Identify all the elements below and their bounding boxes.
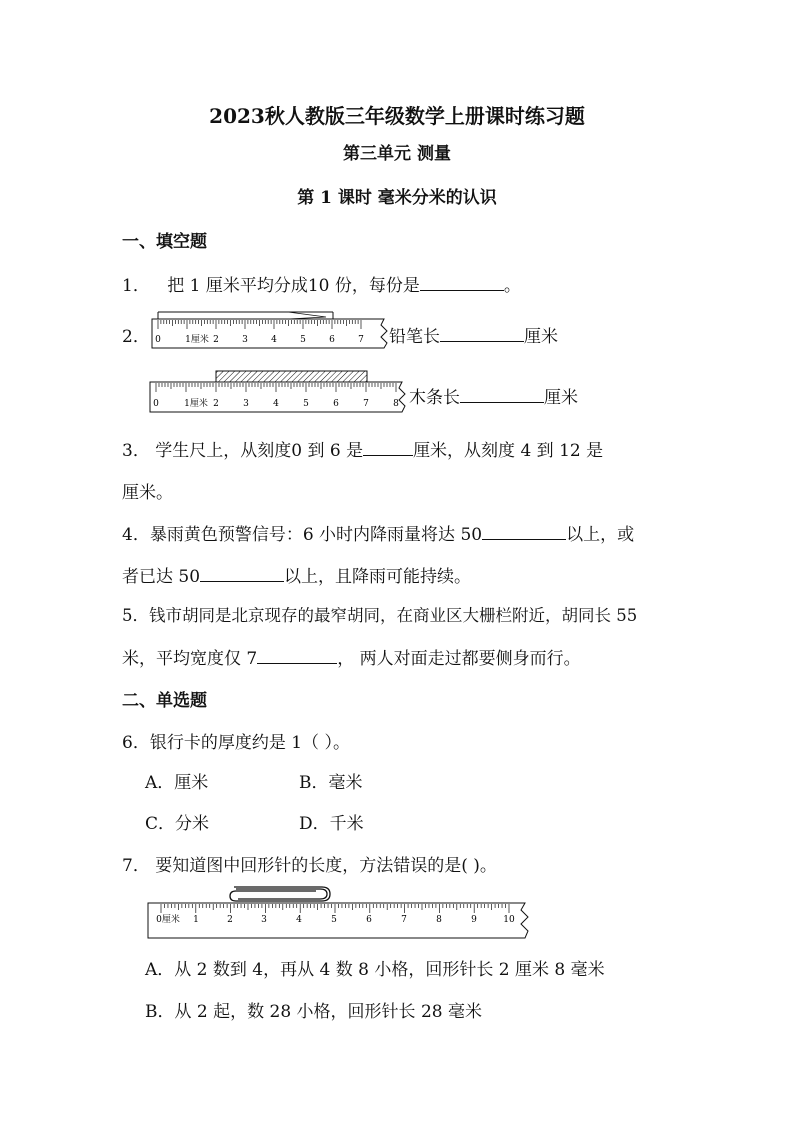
- question-6-option-b[interactable]: B．毫米: [299, 773, 363, 793]
- ruler-1-label-4: 4: [271, 335, 277, 345]
- question-4-text-d: 以上，且降雨可能持续。: [284, 567, 472, 587]
- question-1-text: 把 1 厘米平均分成10 份，每份是: [167, 276, 420, 296]
- question-4-text-a: 4．暴雨黄色预警信号：6 小时内降雨量将达 50: [122, 525, 483, 545]
- question-5-blank[interactable]: [257, 647, 337, 664]
- ruler-1-label-5: 5: [300, 335, 306, 345]
- pencil-answer: [389, 322, 558, 347]
- question-7-option-a[interactable]: A．从 2 数到 4，再从 4 数 8 小格，回形针长 2 厘米 8 毫米: [145, 960, 605, 980]
- question-3-line-2: 厘米。: [122, 483, 173, 503]
- paperclip-illustration: [230, 887, 330, 901]
- ruler-3-label-6: 6: [366, 915, 372, 925]
- wood-blank[interactable]: [460, 386, 544, 403]
- question-3-blank[interactable]: [363, 439, 413, 456]
- ruler-1-label-2: 2: [213, 335, 219, 345]
- question-4-blank-2[interactable]: [200, 565, 284, 582]
- ruler-2-label-8: 8: [393, 399, 399, 409]
- ruler-3-label-9: 9: [471, 915, 477, 925]
- pencil-label: 铅笔长: [389, 327, 440, 347]
- ruler-1-label-7: 7: [358, 335, 364, 345]
- question-7-stem: 7． 要知道图中回形针的长度，方法错误的是( )。: [122, 856, 497, 876]
- ruler-2-label-6: 6: [333, 399, 339, 409]
- ruler-3-label-4: 4: [296, 915, 302, 925]
- ruler-1-label-3: 3: [242, 335, 248, 345]
- question-6-option-c[interactable]: C．分米: [145, 814, 210, 834]
- ruler-3-label-1: 1: [193, 915, 199, 925]
- question-3-text-b: 厘米，从刻度 4 到 12 是: [413, 441, 604, 461]
- pencil-blank[interactable]: [440, 325, 524, 342]
- ruler-3-label-7: 7: [401, 915, 407, 925]
- question-3-line-1: [122, 436, 603, 461]
- question-4-blank-1[interactable]: [482, 523, 566, 540]
- question-2-number: 2．: [122, 327, 150, 347]
- ruler-2-label-0: 0: [153, 399, 159, 409]
- ruler-2-label-5: 5: [303, 399, 309, 409]
- section-single-choice-heading: 二、单选题: [122, 691, 207, 711]
- page-title: 2023秋人教版三年级数学上册课时练习题: [209, 104, 585, 128]
- question-1: [122, 271, 521, 296]
- question-1-blank[interactable]: [420, 274, 504, 291]
- question-4-line-1: [122, 520, 634, 545]
- question-6-option-d[interactable]: D．千米: [299, 814, 364, 834]
- pencil-unit: 厘米: [524, 327, 558, 347]
- ruler-3-label-5: 5: [331, 915, 337, 925]
- ruler-3-label-10: 10: [503, 915, 515, 925]
- ruler-2-labels: [153, 397, 399, 409]
- question-4-line-2: [122, 562, 471, 587]
- ruler-1-label-1: 1厘米: [185, 335, 209, 345]
- question-5-line-2: [122, 644, 581, 669]
- question-5-text-a: 米，平均宽度仅 7: [122, 649, 258, 669]
- question-4-text-c: 者已达 50: [122, 567, 201, 587]
- section-fill-blank-heading: 一、填空题: [122, 232, 207, 252]
- ruler-pencil-figure: [148, 308, 393, 354]
- wood-strip: [216, 371, 367, 382]
- ruler-3-label-2: 2: [227, 915, 233, 925]
- ruler-1-label-0: 0: [155, 335, 161, 345]
- wood-unit: 厘米: [544, 388, 578, 408]
- question-1-number: 1．: [122, 276, 150, 296]
- question-6-option-a[interactable]: A．厘米: [145, 773, 209, 793]
- ruler-2-label-4: 4: [273, 399, 279, 409]
- unit-title: 第三单元 测量: [343, 144, 451, 164]
- question-4-text-b: 以上，或: [566, 525, 635, 545]
- question-7-option-b[interactable]: B．从 2 起，数 28 小格，回形针长 28 毫米: [145, 1002, 482, 1022]
- question-6-stem: 6．银行卡的厚度约是 1（ ）。: [122, 733, 350, 753]
- ruler-2-label-1: 1厘米: [184, 399, 208, 409]
- question-5-line-1: 5．钱市胡同是北京现存的最窄胡同，在商业区大栅栏附近，胡同长 55: [122, 606, 638, 625]
- pencil-illustration: [158, 312, 333, 319]
- ruler-2-label-2: 2: [213, 399, 219, 409]
- ruler-3-label-8: 8: [436, 915, 442, 925]
- lesson-title: 第 1 课时 毫米分米的认识: [297, 188, 497, 208]
- ruler-2-label-7: 7: [363, 399, 369, 409]
- wood-answer: [409, 383, 578, 408]
- question-5-text-b: ， 两人对面走过都要侧身而行。: [337, 649, 581, 669]
- ruler-wood-figure: [146, 369, 412, 417]
- question-3-text-a: 3． 学生尺上，从刻度0 到 6 是: [122, 441, 364, 461]
- ruler-2-label-3: 3: [243, 399, 249, 409]
- ruler-3-label-3: 3: [261, 915, 267, 925]
- question-1-end: 。: [503, 276, 521, 296]
- ruler-1-label-6: 6: [329, 335, 335, 345]
- wood-label: 木条长: [409, 388, 460, 408]
- paperclip-ruler-figure: [144, 883, 534, 941]
- ruler-3-label-0: 0厘米: [156, 915, 180, 925]
